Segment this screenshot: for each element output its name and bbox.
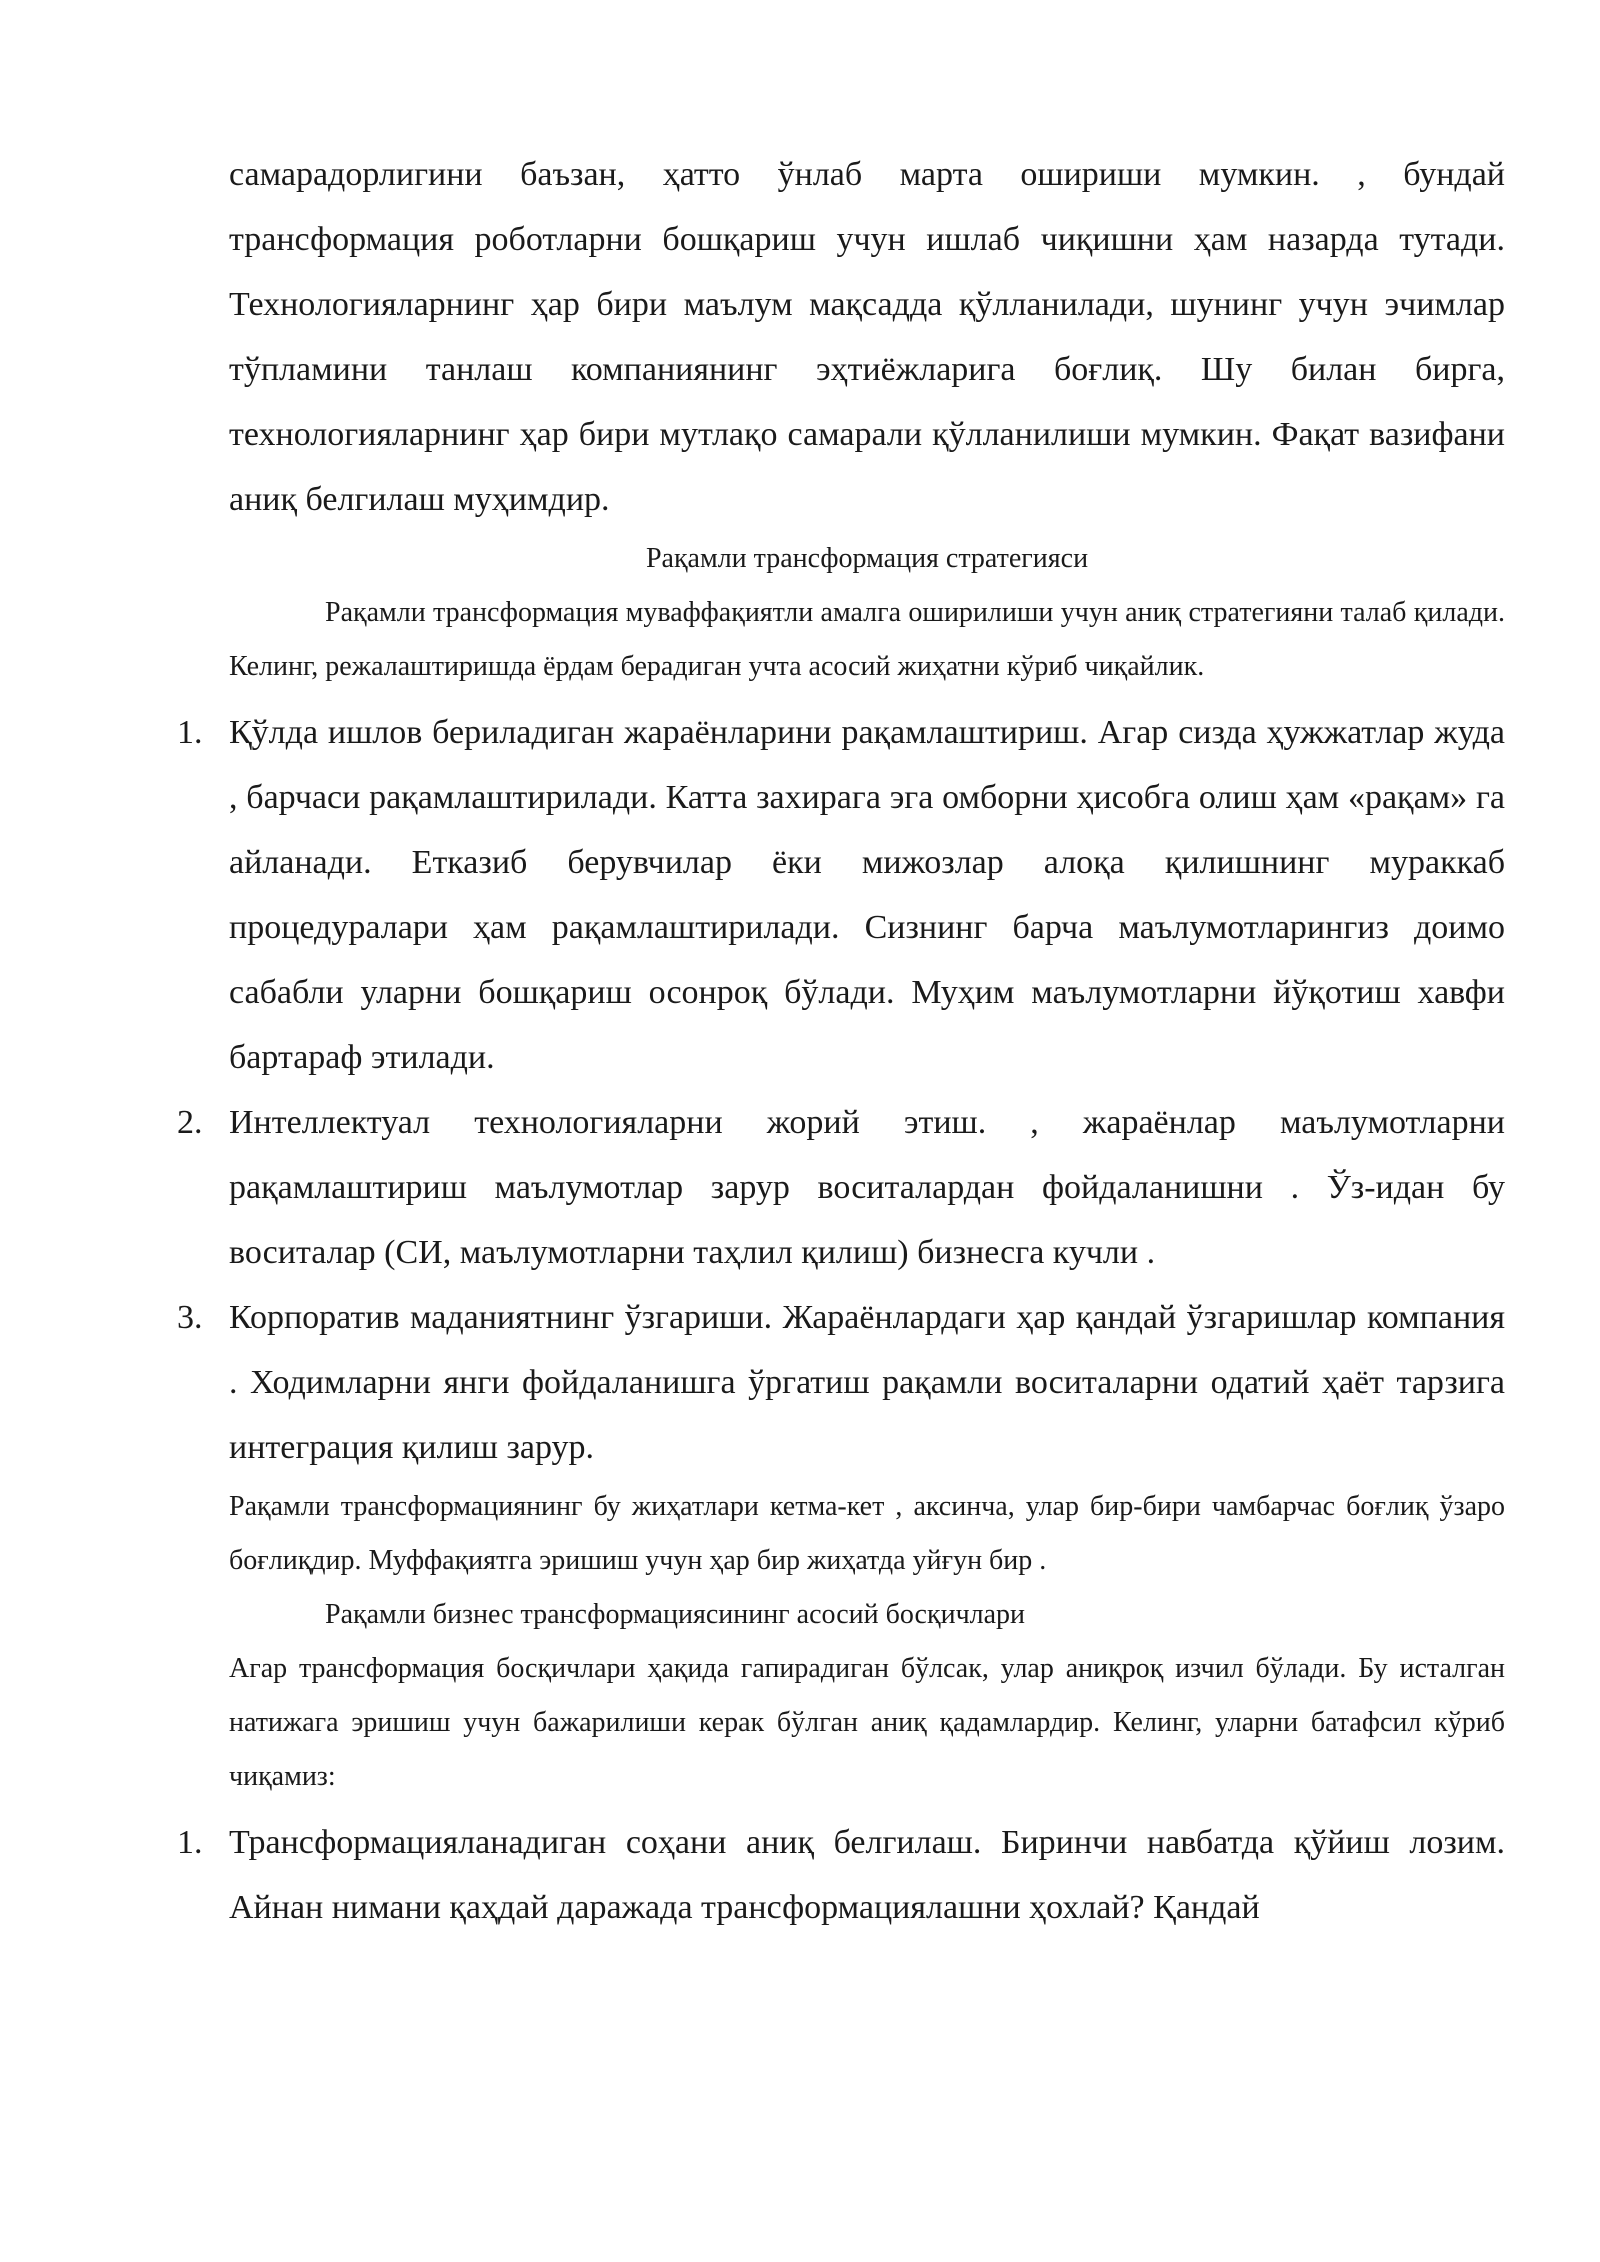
list-number: 1.	[177, 714, 203, 751]
section-heading-stages: Рақамли бизнес трансформациясининг асосий босқичлари	[325, 1599, 1026, 1630]
list-number: 2.	[177, 1104, 203, 1141]
list-item-text: Трансформацияланадиган соҳани аниқ белгилаш. Биринчи навбатда қўйиш лозим. Айнан нимани қаҳдай даражада трансформациялашни ҳохлай? Қандай	[229, 1824, 1505, 1926]
page-content	[177, 142, 1505, 1940]
list-number: 1.	[177, 1824, 203, 1861]
list-item-text: Корпоратив маданиятнинг ўзгариши. Жараёнлардаги ҳар қандай ўзгаришлар компания . Ходимларни янги фойдаланишга ўргатиш рақамли воситаларни одатий ҳаёт тарзига интеграция қилиш зарур.	[229, 1299, 1505, 1466]
list-item	[177, 1285, 1505, 1480]
list-item-text: Қўлда ишлов бериладиган жараёнларини рақамлаштириш. Агар сизда ҳужжатлар жуда , барчаси рақамлаштирилади. Катта захирага эга омборни ҳисобга олиш ҳам «рақам» га айланади. Етказиб берувчилар ёки мижозлар алоқа қилишнинг мураккаб процедуралари ҳам рақамлаштирилади. Сизнинг барча маълумотларингиз доимо сабабли уларни бошқариш осонроқ бўлади. Муҳим маълумотларни йўқотиш хавфи бартараф этилади.	[229, 714, 1505, 1076]
list-item-text: Интеллектуал технологияларни жорий этиш. , жараёнлар маълумотларни рақамлаштириш маълумотлар зарур воситалардан фойдаланишни . Ўз-идан бу воситалар (СИ, маълумотларни таҳлил қилиш) бизнесга кучли .	[229, 1104, 1505, 1271]
list-item	[177, 700, 1505, 1090]
list-item	[177, 1810, 1505, 1940]
list-item	[177, 1090, 1505, 1285]
list-number: 3.	[177, 1299, 203, 1336]
paragraph-stages: Агар трансформация босқичлари ҳақида гапирадиган бўлсак, улар аниқроқ изчил бўлади. Бу исталган натижага эришиш учун бажарилиши керак бўлган аниқ қадамлардир. Келинг, уларни батафсил кўриб чиқамиз:	[229, 1653, 1505, 1792]
paragraph-aspects: Рақамли трансформациянинг бу жиҳатлари кетма-кет , аксинча, улар бир-бири чамбарчас боғлиқ ўзаро боғлиқдир. Муффақиятга эришиш учун ҳар бир жиҳатда уйғун бир .	[229, 1491, 1505, 1576]
paragraph-intro: самарадорлигини баъзан, ҳатто ўнлаб марта ошириши мумкин. , бундай трансформация роботларни бошқариш учун ишлаб чиқишни ҳам назарда тутади. Технологияларнинг ҳар бири маълум мақсадда қўлланилади, шунинг учун эчимлар тўпламини танлаш компаниянинг эҳтиёжларига боғлиқ. Шу билан бирга, технологияларнинг ҳар бири мутлақо самарали қўлланилиши мумкин. Фақат вазифани аниқ белгилаш муҳимдир.	[229, 156, 1505, 518]
section-heading-strategy: Рақамли трансформация стратегияси	[645, 543, 1089, 574]
paragraph-strategy: Рақамли трансформация муваффақиятли амалга оширилиши учун аниқ стратегияни талаб қилади. Келинг, режалаштиришда ёрдам берадиган учта асосий жиҳатни кўриб чиқайлик.	[229, 597, 1505, 682]
